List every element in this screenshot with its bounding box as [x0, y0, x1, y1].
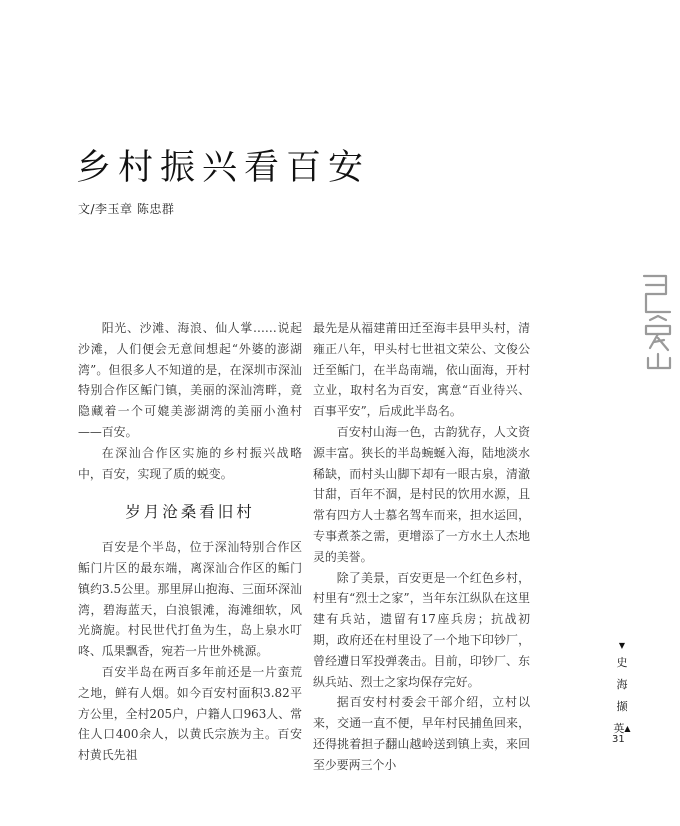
- section-label-char: 英: [613, 722, 625, 735]
- body-paragraph: 百安村山海一色，古韵犹存，人文资源丰富。狭长的半岛蜿蜒入海，陆地淡水稀缺，而村头山脚下却有一眼古泉，清澈甘甜，百年不涸，是村民的饮用水源，且常有四方人士慕名驾车而来，担水运回，专事煮茶之需，更增添了一方水土人杰地灵的美誉。: [313, 424, 530, 564]
- left-column: [78, 318, 302, 766]
- section-label-char: 史: [616, 656, 628, 669]
- section-label: [612, 640, 632, 740]
- section-label-char: 撷: [616, 700, 628, 713]
- intro-paragraph: 阳光、沙滩、海浪、仙人掌……说起沙滩，人们便会无意间想起“外婆的澎湖湾”。但很多人不知道的是，在深圳市深汕特别合作区鲘门镇，美丽的深汕湾畔，竟隐藏着一个可媲美澎湖湾的美丽小渔村——百安。: [78, 321, 302, 439]
- section-label-char: 海: [616, 678, 628, 691]
- right-column: [313, 318, 530, 776]
- seal-stamp: [636, 268, 680, 372]
- page-number: 31: [612, 734, 625, 745]
- body-paragraph: 百安是个半岛，位于深汕特别合作区鲘门片区的最东端，离深汕合作区的鲘门镇约3.5公里。那里屏山抱海、三面环深汕湾，碧海蓝天，白浪银滩，海滩细软，风光旖旎。村民世代打鱼为生，岛上泉水叮咚、瓜果飘香，宛若一片世外桃源。: [78, 540, 302, 659]
- continued-paragraph: 最先是从福建莆田迁至海丰县甲头村，清雍正八年，甲头村七世祖文荣公、文俊公迁至鲘门，在半岛南端，依山面海，开村立业，取村名为百安，寓意“百业待兴、百事平安”，后成此半岛名。: [313, 321, 530, 419]
- triangle-down-icon: ▼: [618, 641, 626, 650]
- byline: 文/李玉章 陈忠群: [78, 202, 175, 216]
- body-paragraph: 百安半岛在两百多年前还是一片蛮荒之地，鲜有人烟。如今百安村面积3.82平方公里，全村205户，户籍人口963人、常住人口400余人，以黄氏宗族为主。百安村黄氏先祖: [78, 664, 302, 763]
- section-title: 岁月沧桑看旧村: [125, 503, 255, 522]
- body-paragraph: 据百安村村委会干部介绍，立村以来，交通一直不便，早年村民捕鱼回来，还得挑着担子翻山越岭送到镇上卖，来回至少要两三个小: [313, 695, 530, 772]
- seal-stamp-graphic: [636, 268, 680, 372]
- triangle-up-icon: ▲: [624, 724, 631, 733]
- body-paragraph: 除了美景，百安更是一个红色乡村，村里有“烈士之家”，当年东江纵队在这里建有兵站，遗留有17座兵房；抗战初期，政府还在村里设了一个地下印钞厂，曾经遭日军投弹袭击。目前，印钞厂、东纵兵站、烈士之家均保存完好。: [313, 570, 530, 689]
- intro-paragraph: 在深汕合作区实施的乡村振兴战略中，百安，实现了质的蜕变。: [78, 445, 302, 481]
- article-title: 乡村振兴看百安: [76, 148, 371, 188]
